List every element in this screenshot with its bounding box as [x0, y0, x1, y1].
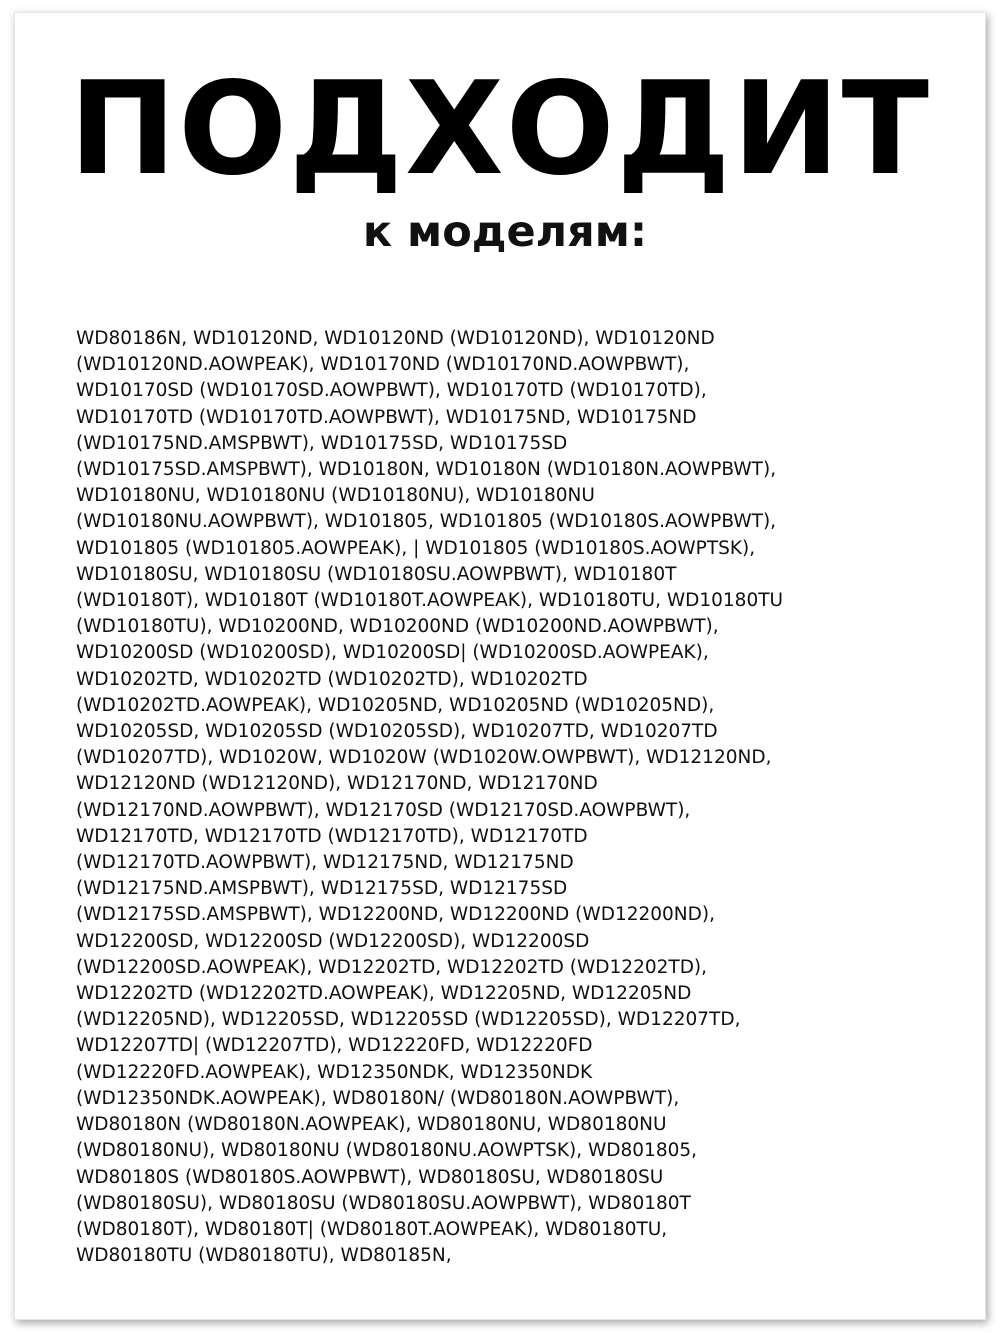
model-list-line: (WD12170TD.AOWPBWT), WD12175ND, WD12175ND	[76, 852, 574, 874]
model-list-line: WD12200SD, WD12200SD (WD12200SD), WD12200SD	[76, 930, 590, 952]
model-list-line: WD10180SU, WD10180SU (WD10180SU.AOWPBWT), WD10180T	[76, 563, 677, 585]
model-list-line: (WD10120ND.AOWPEAK), WD10170ND (WD10170ND.AOWPBWT),	[76, 354, 690, 376]
model-list-line: WD12120ND (WD12120ND), WD12170ND, WD12170ND	[76, 773, 598, 795]
model-list-line: WD80186N, WD10120ND, WD10120ND (WD10120ND), WD10120ND	[76, 328, 715, 349]
model-list-line: (WD80180NU), WD80180NU (WD80180NU.AOWPTSK), WD801805,	[76, 1140, 698, 1162]
model-list-line: WD10180NU, WD10180NU (WD10180NU), WD10180NU	[76, 485, 595, 507]
model-list-line: (WD12350NDK.AOWPEAK), WD80180N/ (WD80180N.AOWPBWT),	[76, 1087, 680, 1109]
model-list-line: WD10200SD (WD10200SD), WD10200SD| (WD10200SD.AOWPEAK),	[76, 642, 709, 664]
model-list-line: WD10205SD, WD10205SD (WD10205SD), WD10207TD, WD10207TD	[76, 721, 718, 743]
model-list-line: (WD12220FD.AOWPEAK), WD12350NDK, WD12350NDK	[76, 1061, 593, 1083]
model-list-line: (WD10180NU.AOWPBWT), WD101805, WD101805 (WD10180S.AOWPBWT),	[76, 511, 777, 533]
model-list-line: WD12207TD| (WD12207TD), WD12220FD, WD12220FD	[76, 1035, 593, 1057]
model-list-line: (WD12175SD.AMSPBWT), WD12200ND, WD12200ND (WD12200ND),	[76, 904, 715, 926]
page-title: ПОДХОДИТ	[69, 55, 931, 204]
model-list-line: (WD10207TD), WD1020W, WD1020W (WD1020W.OWPBWT), WD12120ND,	[76, 747, 772, 769]
model-list-line: (WD12200SD.AOWPEAK), WD12202TD, WD12202TD (WD12202TD),	[76, 956, 708, 978]
model-list-line: WD12170TD, WD12170TD (WD12170TD), WD12170TD	[76, 825, 588, 847]
model-list-line: WD80180TU (WD80180TU), WD80185N,	[76, 1245, 452, 1267]
model-list-line: WD10170SD (WD10170SD.AOWPBWT), WD10170TD (WD10170TD),	[76, 380, 707, 402]
compatible-models-list	[76, 326, 976, 1269]
model-list-line: WD80180S (WD80180S.AOWPBWT), WD80180SU, WD80180SU	[76, 1166, 664, 1188]
model-list-line: (WD12205ND), WD12205SD, WD12205SD (WD12205SD), WD12207TD,	[76, 1009, 741, 1031]
model-list-line: (WD12170ND.AOWPBWT), WD12170SD (WD12170SD.AOWPBWT),	[76, 799, 691, 821]
model-list-line: (WD80180T), WD80180T| (WD80180T.AOWPEAK), WD80180TU,	[76, 1218, 668, 1240]
model-list-line: (WD10175ND.AMSPBWT), WD10175SD, WD10175SD	[76, 432, 568, 454]
model-list-line: (WD12175ND.AMSPBWT), WD12175SD, WD12175SD	[76, 878, 568, 900]
model-list-line: WD80180N (WD80180N.AOWPEAK), WD80180NU, WD80180NU	[76, 1114, 667, 1136]
model-list-line: (WD10180T), WD10180T (WD10180T.AOWPEAK), WD10180TU, WD10180TU	[76, 590, 784, 612]
page-subtitle: к моделям:	[362, 207, 648, 257]
model-list-line: (WD10202TD.AOWPEAK), WD10205ND, WD10205ND (WD10205ND),	[76, 694, 715, 716]
model-list-line: WD101805 (WD101805.AOWPEAK), | WD101805 (WD10180S.AOWPTSK),	[76, 537, 756, 559]
model-list-line: WD10170TD (WD10170TD.AOWPBWT), WD10175ND, WD10175ND	[76, 406, 697, 428]
model-list-line: (WD10175SD.AMSPBWT), WD10180N, WD10180N (WD10180N.AOWPBWT),	[76, 459, 777, 481]
model-list-line: (WD80180SU), WD80180SU (WD80180SU.AOWPBWT), WD80180T	[76, 1192, 691, 1214]
model-list-line: WD10202TD, WD10202TD (WD10202TD), WD10202TD	[76, 668, 588, 690]
model-list-line: (WD10180TU), WD10200ND, WD10200ND (WD10200ND.AOWPBWT),	[76, 616, 719, 638]
model-list-line: WD12202TD (WD12202TD.AOWPEAK), WD12205ND, WD12205ND	[76, 983, 692, 1005]
